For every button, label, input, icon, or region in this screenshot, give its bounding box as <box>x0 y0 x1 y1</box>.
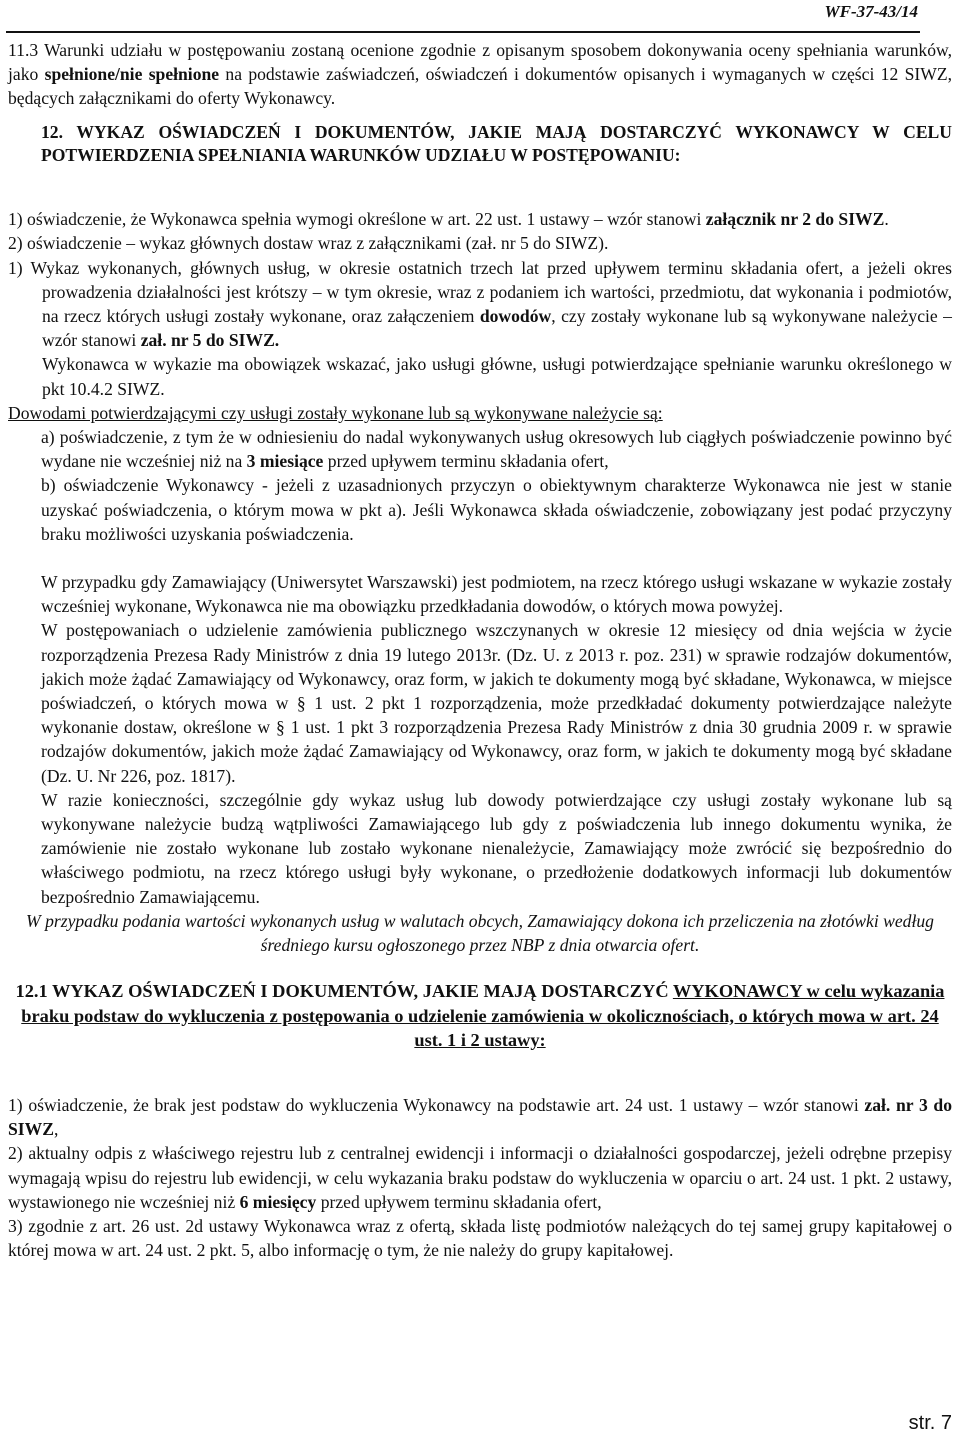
s12-services-text-c: Wykonawca w wykazie ma obowiązek wskazać, jako usługi główne, usługi potwierdzające spełnianie warunku określonego w pkt 10.4.2 SIWZ. <box>42 354 952 399</box>
s12-services-text-b: , czy zostały wykonane lub są wykonywane należycie – wzór stanowi <box>42 306 952 351</box>
section-11-3-text-2: na podstawie zaświadczeń, oświadczeń i dokumentów opisanych i wymaganych w części 12 SIWZ, będących załącznikami do oferty Wykonawcy. <box>8 64 952 109</box>
s12-item-1-bold: załącznik nr 2 do SIWZ <box>705 209 885 230</box>
spacer <box>8 1071 952 1093</box>
s12-1-item-2-text-a: 2) aktualny odpis z właściwego rejestru lub z centralnej ewidencji i informacji o działalności gospodarczej, jeżeli odrębne przepisy wymagają wpisu do rejestru lub ewidencji, w celu wykazania braku podstaw do wykluczenia w oparciu o art. 24 ust. 1 pkt. 2 ustawy, wystawionego nie wcześniej niż <box>8 1143 952 1212</box>
document-code: WF-37-43/14 <box>824 2 918 21</box>
evidence-a-text-1: a) poświadczenie, z tym że w odniesieniu do nadal wykonywanych usług okresowych lub ciągłych poświadczenie powinno być wydane nie wcześniej niż na <box>41 427 952 472</box>
s12-item-1-text: 1) oświadczenie, że Wykonawca spełnia wymogi określone w art. 22 ust. 1 ustawy – wzór stanowi <box>8 209 706 230</box>
s12-1-item-2-text-b: przed upływem terminu składania ofert, <box>316 1191 602 1212</box>
section-12-1-heading-a: 12.1 WYKAZ OŚWIADCZEŃ I DOKUMENTÓW, JAKIE MAJĄ DOSTARCZYĆ <box>15 981 673 1002</box>
section-11-3-paragraph <box>8 38 952 111</box>
s12-1-item-3: 3) zgodnie z art. 26 ust. 2d ustawy Wykonawca wraz z ofertą, składa listę podmiotów należących do tej samej grupy kapitałowej o której mowa w art. 24 ust. 2 pkt. 5, albo informację o tym, że nie należy do grupy kapitałowej. <box>8 1215 952 1261</box>
s12-services-text-a: 1) Wykaz wykonanych, głównych usług, w okresie ostatnich trzech lat przed upływem terminu składania ofert, a jeżeli okres prowadzenia działalności jest krótszy – w tym okresie, wraz z podaniem ich wartości, przedmiotu, dat wykonania i podmiotów, na rzecz których usługi zostały wykonane, oraz załączeniem <box>8 257 952 327</box>
spacer <box>8 957 952 979</box>
s12-item-1-end: . <box>884 209 889 230</box>
evidence-b: b) oświadczenie Wykonawcy - jeżeli z uzasadnionych przyczyn o obiektywnym charakterze Wykonawca nie jest w stanie uzyskać poświadczenia, o którym mowa w pkt a). Jeśli Wykonawca składa oświadczenie, zobowiązany jest podać przyczyny braku możliwości uzyskania poświadczenia. <box>41 475 952 544</box>
spacer <box>8 185 952 207</box>
evidence-a <box>8 425 952 473</box>
s12-1-item-1-text: 1) oświadczenie, że brak jest podstaw do wykluczenia Wykonawcy na podstawie art. 24 ust. 1 ustawy – wzór stanowi <box>8 1094 865 1115</box>
s12-1-item-2 <box>8 1141 952 1214</box>
header-rule <box>6 31 920 33</box>
s12-1-item-2-bold: 6 miesięcy <box>239 1191 317 1212</box>
document-body <box>8 38 952 1262</box>
s12-services-bold-2: zał. nr 5 do SIWZ. <box>140 330 280 351</box>
s12-services-bold-1: dowodów <box>479 306 552 327</box>
s12-item-2: 2) oświadczenie – wykaz głównych dostaw wraz z załącznikami (zał. nr 5 do SIWZ). <box>8 233 609 254</box>
evidence-heading: Dowodami potwierdzającymi czy usługi zostały wykonane lub są wykonywane należycie są: <box>8 402 663 423</box>
section-11-3-bold: spełnione/nie spełnione <box>44 64 220 85</box>
s12-1-item-1 <box>8 1093 952 1141</box>
s12-item-services <box>8 256 952 401</box>
s12-1-item-1-bold: zał. nr 3 do SIWZ <box>8 1094 952 1140</box>
spacer <box>8 546 952 570</box>
paragraph-doubts: W razie konieczności, szczególnie gdy wykaz usług lub dowody potwierdzające czy usługi zostały wykonane lub są wykonywane należycie budzą wątpliwości Zamawiającego lub gdy z poświadczenia lub innego dokumentu wynika, że zamówienie nie zostało wykonane lub zostało wykonane nienależycie, Zamawiający może zwrócić się bezpośrednio do właściwego podmiotu, na rzecz którego usługi były wykonane, o przedłożenie dodatkowych informacji lub dokumentów bezpośrednio Zamawiającemu. <box>41 789 952 907</box>
paragraph-regulation: W postępowaniach o udzielenie zamówienia publicznego wszczynanych w okresie 12 miesięcy od dnia wejścia w życie rozporządzenia Prezesa Rady Ministrów z dnia 19 lutego 2013r. (Dz. U. z 2013 r. poz. 231) w sprawie rodzajów dokumentów, jakich może żądać Zamawiający od Wykonawcy, oraz form, w jakich te dokumenty mogą być składane, Wykonawca, w miejsce poświadczeń, o których mowa w § 1 ust. 2 pkt 1 rozporządzenia, może przedkładać dokumenty potwierdzające należyte wykonanie dostaw, określone w § 1 ust. 1 pkt 3 rozporządzenia Prezesa Rady Ministrów z dnia 30 grudnia 2009 r. w sprawie rodzajów dokumentów, jakich może żądać Zamawiający od Wykonawcy, oraz form, w jakich te dokumenty mogą być składane (Dz. U. Nr 226, poz. 1817). <box>41 620 952 786</box>
s12-1-item-1-end: , <box>53 1119 59 1140</box>
paragraph-currency: W przypadku podania wartości wykonanych usług w walutach obcych, Zamawiający dokona ich przeliczenia na złotówki według średniego kursu ogłoszonego przez NBP z dnia otwarcia ofert. <box>26 910 934 956</box>
section-12-1-heading-b: WYKONAWCY w celu wykazania braku podstaw do wykluczenia z postępowania o udzielenie zamówienia w okolicznościach, o których mowa w art. 24 ust. 1 i 2 ustawy: <box>21 981 945 1051</box>
s12-item-1 <box>8 207 952 231</box>
section-11-3-text-1: 11.3 Warunki udziału w postępowaniu zostaną ocenione zgodnie z opisanym sposobem dokonywania oceny spełniania warunków, jako <box>8 40 952 85</box>
page-number: str. 7 <box>908 1412 952 1434</box>
section-12-heading: 12. WYKAZ OŚWIADCZEŃ I DOKUMENTÓW, JAKIE MAJĄ DOSTARCZYĆ WYKONAWCY W CELU POTWIERDZENIA SPEŁNIANIA WARUNKÓW UDZIAŁU W POSTĘPOWANIU: <box>41 121 952 166</box>
paragraph-uw: W przypadku gdy Zamawiający (Uniwersytet Warszawski) jest podmiotem, na rzecz którego usługi wskazane w wykazie zostały wcześniej wykonane, Wykonawca nie ma obowiązku przedkładania dowodów, o których mowa powyżej. <box>41 572 952 617</box>
section-12-1-heading <box>8 979 952 1052</box>
evidence-a-text-2: przed upływem terminu składania ofert, <box>323 451 609 472</box>
evidence-a-bold: 3 miesiące <box>246 451 324 472</box>
